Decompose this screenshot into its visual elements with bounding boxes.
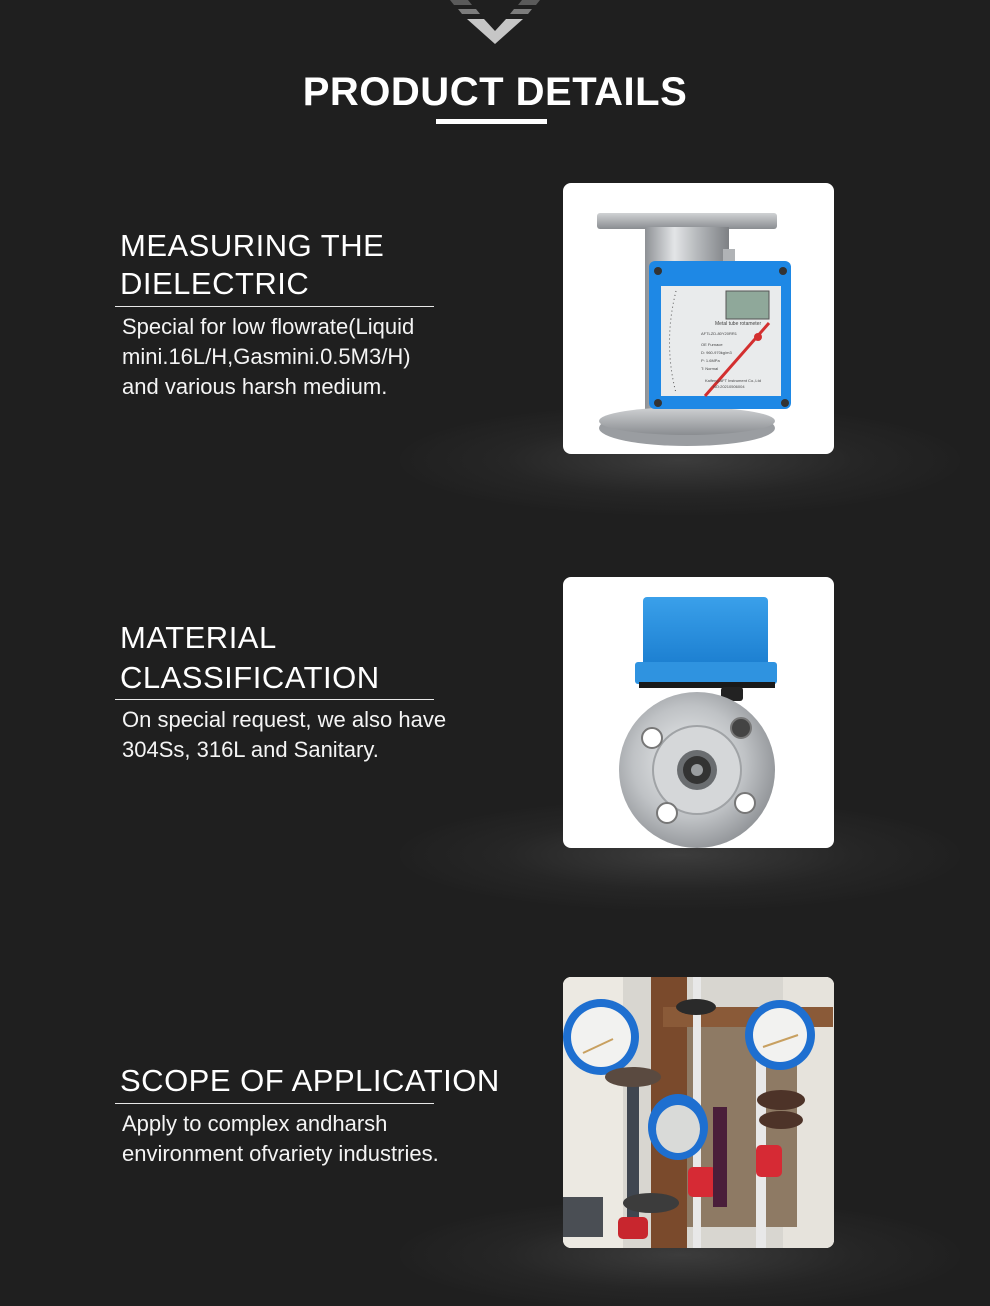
- svg-text:OE Furnace: OE Furnace: [701, 342, 723, 347]
- section-heading-scope: [120, 1062, 540, 1100]
- section-heading-measuring: [120, 227, 520, 303]
- description-line: Apply to complex andharsh: [122, 1111, 388, 1136]
- section-description-material: [122, 705, 502, 765]
- chevron-down-icon: [450, 0, 540, 46]
- section-divider: [115, 1103, 434, 1104]
- description-line: Special for low flowrate(Liquid: [122, 314, 415, 339]
- svg-text:AFTLZD-80Y20RR1: AFTLZD-80Y20RR1: [701, 331, 738, 336]
- heading-line: CLASSIFICATION: [120, 660, 380, 695]
- title-underline: [436, 119, 547, 124]
- section-divider: [115, 306, 434, 307]
- svg-text:NO:20210506004: NO:20210506004: [713, 384, 745, 389]
- flange-flowmeter-photo: [563, 577, 834, 848]
- heading-line: MEASURING THE: [120, 228, 385, 263]
- description-line: and various harsh medium.: [122, 374, 388, 399]
- section-divider: [115, 699, 434, 700]
- section-heading-material: [120, 618, 520, 698]
- heading-line: SCOPE OF APPLICATION: [120, 1063, 500, 1098]
- svg-text:Metal tube rotameter: Metal tube rotameter: [715, 321, 762, 327]
- industrial-installation-photo: [563, 977, 834, 1248]
- metal-tube-rotameter-photo: [563, 183, 834, 454]
- section-description-scope: [122, 1109, 502, 1169]
- description-line: environment ofvariety industries.: [122, 1141, 439, 1166]
- svg-text:P: 1.6MPa: P: 1.6MPa: [701, 358, 720, 363]
- description-line: mini.16L/H,Gasmini.0.5M3/H): [122, 344, 411, 369]
- svg-text:Kaifeng AFT Instrument Co.,Ltd: Kaifeng AFT Instrument Co.,Ltd: [705, 378, 761, 383]
- svg-text:T: Normal: T: Normal: [701, 366, 719, 371]
- page-title: PRODUCT DETAILS: [302, 70, 688, 114]
- svg-text:D: 960-970kg/m3: D: 960-970kg/m3: [701, 350, 732, 355]
- description-line: On special request, we also have: [122, 707, 447, 732]
- description-line: 304Ss, 316L and Sanitary.: [122, 737, 379, 762]
- heading-line: DIELECTRIC: [120, 266, 310, 301]
- heading-line: MATERIAL: [120, 620, 277, 655]
- section-description-measuring: [122, 312, 482, 402]
